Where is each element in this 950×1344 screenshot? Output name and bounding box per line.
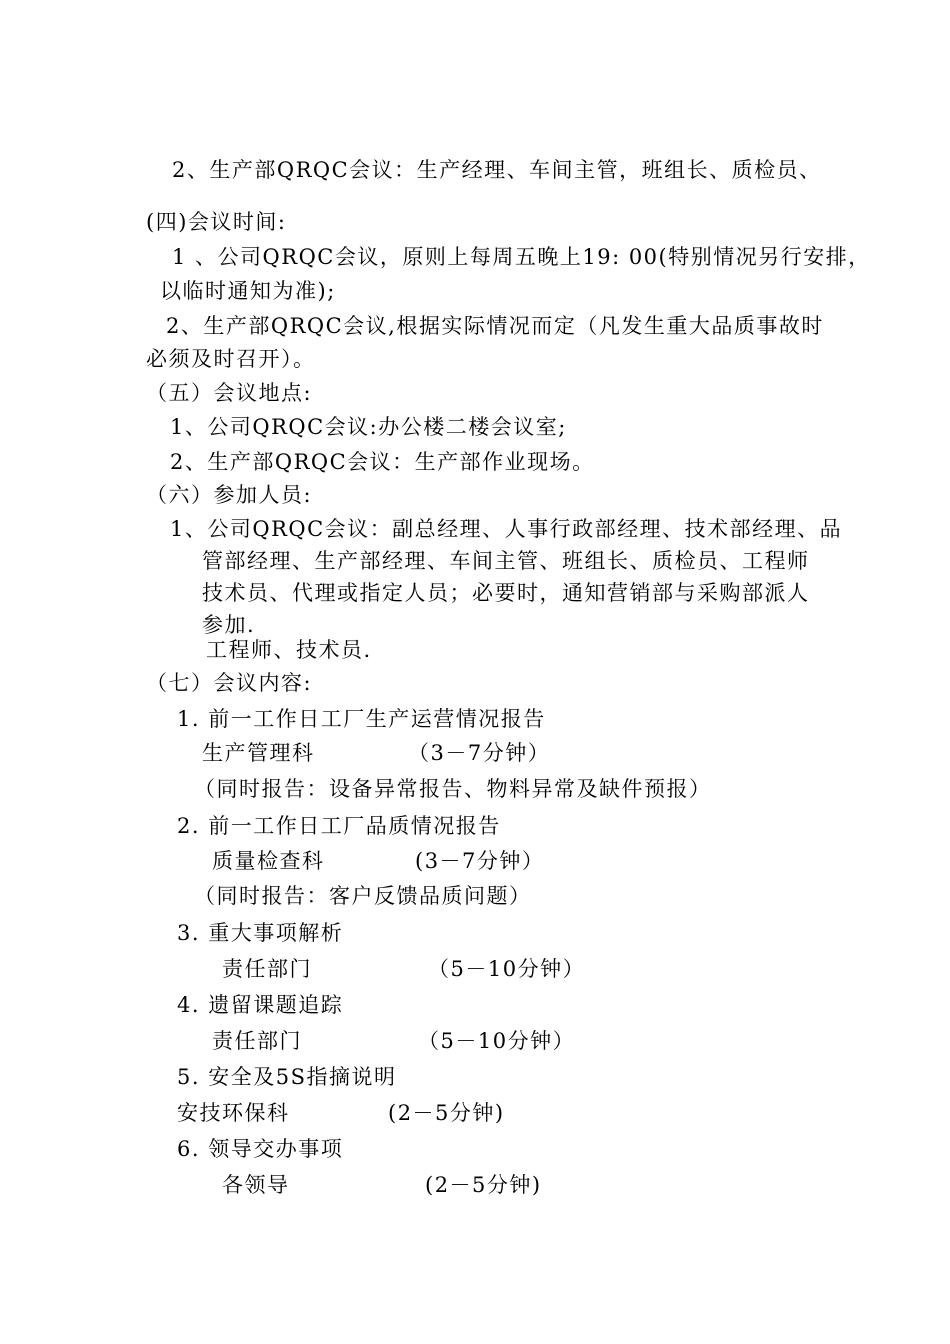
content-item-4-owner: 责任部门 <box>212 1029 302 1053</box>
content-item-5: 5. 安全及5S指摘说明 <box>177 1065 397 1089</box>
participants-line-4: 参加. <box>202 613 256 637</box>
section-heading-meeting-time: (四)会议时间: <box>146 210 287 234</box>
section-heading-participants: （六）参加人员: <box>146 483 313 507</box>
content-item-2-owner: 质量检查科 <box>212 849 325 873</box>
content-item-4-duration: （5－10分钟） <box>418 1029 576 1053</box>
section-heading-meeting-place: （五）会议地点: <box>146 381 313 405</box>
place-line-production: 2、生产部QRQC会议：生产部作业现场。 <box>170 450 595 474</box>
content-item-5-owner: 安技环保科 <box>177 1101 290 1125</box>
content-item-3-owner: 责任部门 <box>222 957 312 981</box>
content-item-1: 1. 前一工作日工厂生产运营情况报告 <box>177 707 546 731</box>
content-item-1-owner: 生产管理科 <box>202 741 315 765</box>
time-line-production: 2、生产部QRQC会议,根据实际情况而定（凡发生重大品质事故时 <box>166 314 824 338</box>
content-item-2-duration: (3－7分钟） <box>415 849 545 873</box>
participants-line-2: 管部经理、生产部经理、车间主管、班组长、质检员、工程师 <box>202 549 810 573</box>
content-item-1-note: （同时报告：设备异常报告、物料异常及缺件预报） <box>194 777 712 801</box>
content-item-6-duration: (2－5分钟) <box>425 1173 542 1197</box>
content-item-5-duration: (2－5分钟) <box>388 1101 505 1125</box>
content-item-4: 4. 遗留课题追踪 <box>177 993 344 1017</box>
content-item-1-duration: （3－7分钟） <box>408 741 551 765</box>
time-line-company: 1 、公司QRQC会议，原则上每周五晚上19: 00(特别情况另行安排， <box>172 245 871 269</box>
participants-line-3: 技术员、代理或指定人员；必要时，通知营销部与采购部派人 <box>202 581 810 605</box>
attendee-line-production: 2、生产部QRQC会议：生产经理、车间主管，班组长、质检员、 <box>172 158 822 182</box>
time-line-company-cont: 以临时通知为准); <box>160 279 336 303</box>
content-item-6: 6. 领导交办事项 <box>177 1137 344 1161</box>
content-item-6-owner: 各领导 <box>222 1173 290 1197</box>
content-item-2-note: （同时报告：客户反馈品质问题） <box>194 884 532 908</box>
content-item-2: 2. 前一工作日工厂品质情况报告 <box>177 814 501 838</box>
participants-line-1: 1、公司QRQC会议：副总经理、人事行政部经理、技术部经理、品 <box>170 517 843 541</box>
content-item-3-duration: （5－10分钟） <box>428 957 586 981</box>
content-item-3: 3. 重大事项解析 <box>177 921 344 945</box>
time-line-production-cont: 必须及时召开）。 <box>146 347 316 371</box>
section-heading-meeting-content: （七）会议内容: <box>146 671 313 695</box>
place-line-company: 1、公司QRQC会议:办公楼二楼会议室; <box>170 415 567 439</box>
participants-line-5: 工程师、技术员. <box>206 638 372 662</box>
